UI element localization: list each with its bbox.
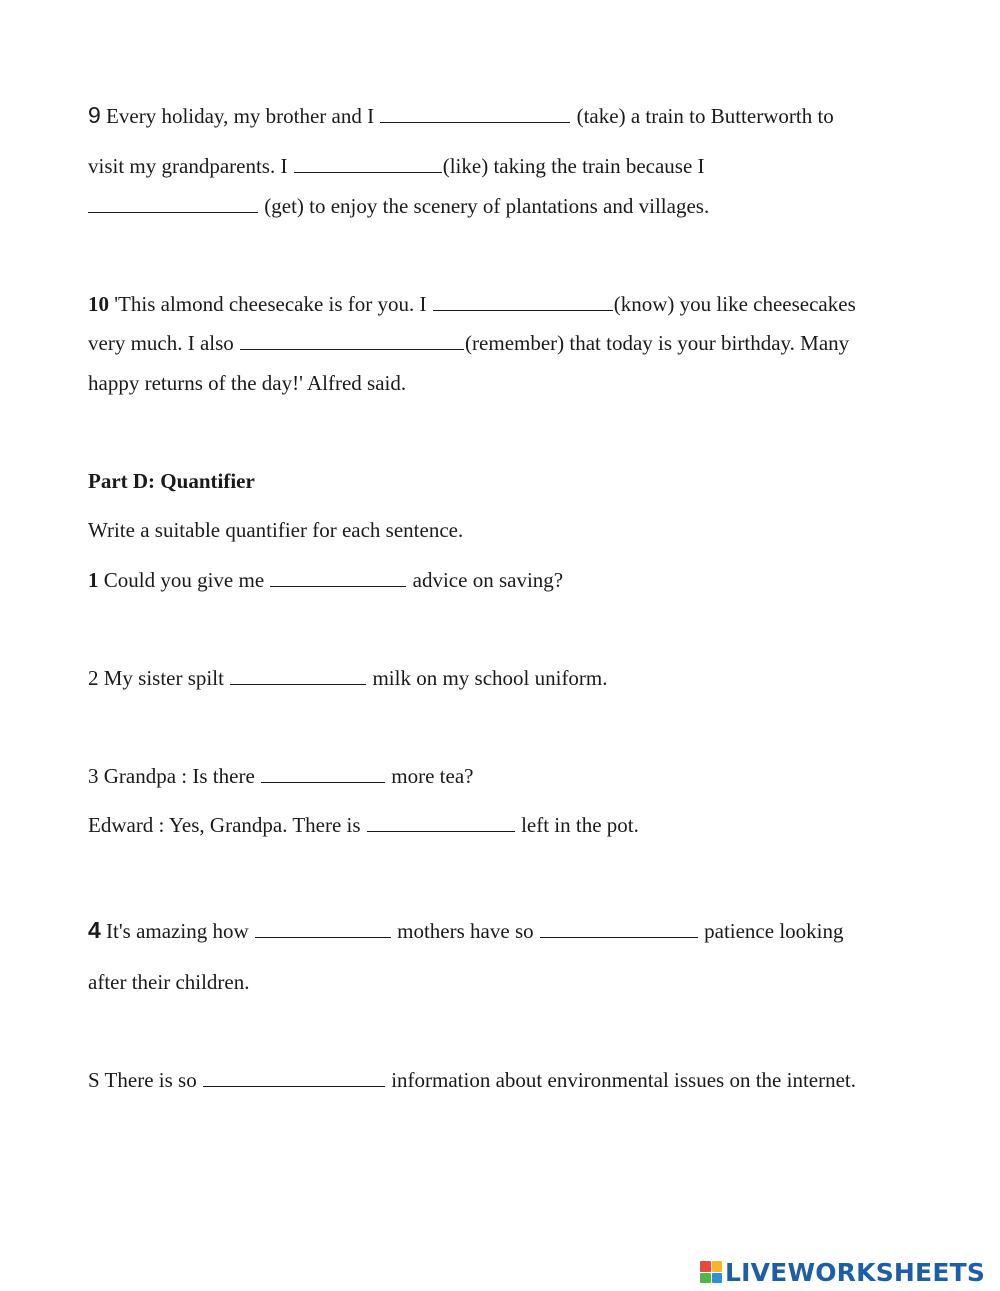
q10-number: 10	[88, 292, 109, 316]
q9-blank-like[interactable]	[294, 156, 442, 173]
logo-cube-cell	[700, 1261, 711, 1272]
d1-blank[interactable]	[270, 570, 406, 587]
d1-line	[88, 570, 563, 591]
d1-text-b: advice on saving?	[407, 568, 564, 592]
q9-text-2a: visit my grandparents. I	[88, 154, 293, 178]
d4-text-b: mothers have so	[391, 919, 539, 943]
q9-text-2b: (like) taking the train because I	[442, 154, 705, 178]
logo-text: LIVEWORKSHEETS	[725, 1257, 986, 1287]
d3-text-d: left in the pot.	[515, 813, 639, 837]
logo-cube-cell	[712, 1273, 723, 1284]
q9-line-2	[88, 156, 705, 177]
d2-line	[88, 668, 608, 689]
d4-text-a: It's amazing how	[100, 919, 254, 943]
q9-line-3	[88, 196, 709, 217]
q10-text-2b: (remember) that today is your birthday. Many	[465, 331, 850, 355]
d2-text-b: milk on my school uniform.	[367, 666, 608, 690]
d1-number: 1	[88, 568, 99, 592]
q10-line-2	[88, 333, 849, 354]
logo-cube-icon	[700, 1261, 722, 1283]
q9-blank-get[interactable]	[88, 196, 258, 213]
d3-line-2	[88, 815, 639, 836]
q10-line-1	[88, 294, 856, 315]
q10-text-1b: (know) you like cheesecakes	[613, 292, 856, 316]
q9-text-1a: Every holiday, my brother and I	[106, 104, 380, 128]
q9-text-1b: (take) a train to Butterworth to	[571, 104, 834, 128]
d2-text-a: 2 My sister spilt	[88, 666, 230, 690]
part-d-instruction: Write a suitable quantifier for each sentence.	[88, 518, 464, 542]
d4-blank-1[interactable]	[255, 921, 391, 938]
q10-text-3: happy returns of the day!' Alfred said.	[88, 371, 407, 395]
q10-blank-remember[interactable]	[240, 333, 464, 350]
d3-text-b: more tea?	[386, 764, 474, 788]
liveworksheets-logo	[700, 1258, 985, 1286]
logo-cube-cell	[700, 1273, 711, 1284]
d1-text-a: Could you give me	[98, 568, 270, 592]
d3-text-c: Edward : Yes, Grandpa. There is	[88, 813, 366, 837]
part-d-heading: Part D: Quantifier	[88, 469, 255, 493]
q9-line-1	[88, 104, 834, 127]
d5-line	[88, 1070, 856, 1091]
d4-text-d: after their children.	[88, 970, 250, 994]
d5-text-a: S There is so	[88, 1068, 202, 1092]
d3-blank-2[interactable]	[367, 815, 515, 832]
d3-line-1	[88, 766, 473, 787]
d2-blank[interactable]	[230, 668, 366, 685]
d3-text-a: 3 Grandpa : Is there	[88, 764, 261, 788]
q10-text-1a: 'This almond cheesecake is for you. I	[109, 292, 432, 316]
q10-line-3	[88, 373, 406, 394]
q9-blank-take[interactable]	[380, 106, 570, 123]
q9-number: 9	[88, 102, 101, 128]
q10-blank-know[interactable]	[433, 294, 613, 311]
d3-blank-1[interactable]	[261, 766, 385, 783]
d4-number: 4	[88, 917, 101, 943]
logo-cube-cell	[712, 1261, 723, 1272]
d4-line-1	[88, 919, 844, 942]
q10-text-2a: very much. I also	[88, 331, 240, 355]
d5-text-b: information about environmental issues on the internet.	[385, 1068, 857, 1092]
d4-text-c: patience looking	[698, 919, 844, 943]
d4-blank-2[interactable]	[540, 921, 698, 938]
d4-line-2	[88, 972, 250, 993]
d5-blank[interactable]	[203, 1070, 385, 1087]
q9-text-3b: (get) to enjoy the scenery of plantations and villages.	[259, 194, 710, 218]
